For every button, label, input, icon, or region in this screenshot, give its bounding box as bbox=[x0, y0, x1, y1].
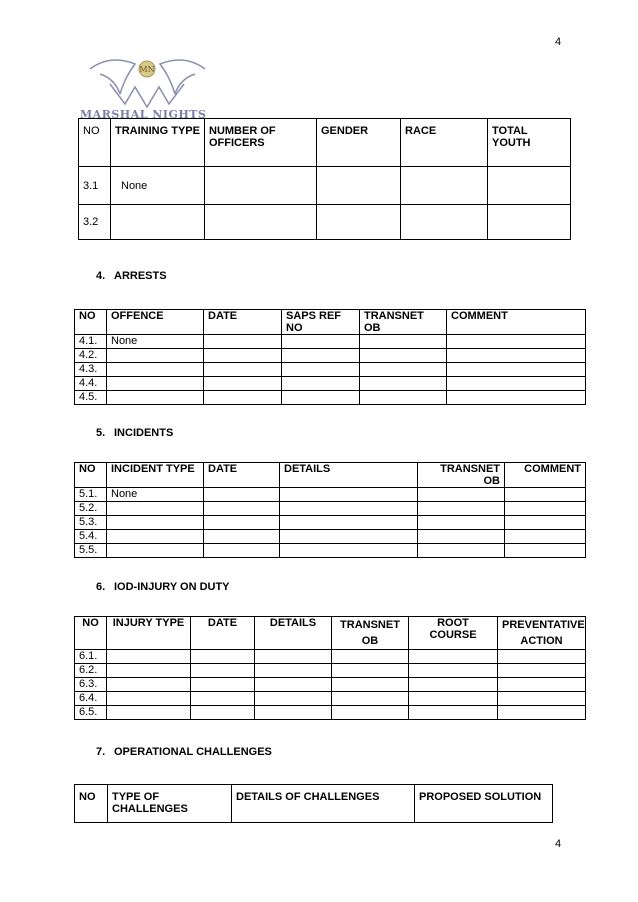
table-cell[interactable] bbox=[280, 516, 418, 530]
table-cell[interactable] bbox=[282, 335, 360, 349]
table-cell[interactable] bbox=[505, 544, 586, 558]
table-cell[interactable] bbox=[447, 377, 586, 391]
table-cell[interactable] bbox=[205, 167, 317, 205]
table-cell[interactable] bbox=[498, 650, 586, 664]
col-header: PROPOSED SOLUTION bbox=[415, 785, 553, 823]
table-cell[interactable]: 6.1. bbox=[75, 650, 107, 664]
table-cell[interactable] bbox=[107, 544, 204, 558]
table-row bbox=[75, 377, 586, 391]
table-row bbox=[75, 488, 586, 502]
table-cell[interactable] bbox=[107, 349, 204, 363]
table-cell[interactable] bbox=[255, 692, 332, 706]
table-cell[interactable] bbox=[191, 650, 255, 664]
col-header: DATE bbox=[191, 617, 255, 650]
table-cell[interactable] bbox=[107, 706, 191, 720]
table-cell[interactable] bbox=[418, 530, 505, 544]
table-cell[interactable] bbox=[360, 349, 447, 363]
table-cell[interactable] bbox=[447, 349, 586, 363]
col-header: TRANSNET OB bbox=[418, 463, 505, 488]
table-cell[interactable] bbox=[107, 692, 191, 706]
table-cell[interactable]: 5.2. bbox=[75, 502, 107, 516]
table-cell[interactable] bbox=[488, 205, 571, 240]
table-cell[interactable] bbox=[282, 349, 360, 363]
table-cell[interactable] bbox=[204, 502, 280, 516]
page-number-bottom: 4 bbox=[555, 838, 562, 850]
table-cell[interactable] bbox=[191, 678, 255, 692]
table-cell[interactable] bbox=[107, 363, 204, 377]
table-cell[interactable]: 4.1. bbox=[75, 335, 107, 349]
table-cell[interactable] bbox=[401, 205, 488, 240]
table-cell[interactable] bbox=[107, 650, 191, 664]
col-header: INCIDENT TYPE bbox=[107, 463, 204, 488]
table-cell[interactable]: 4.2. bbox=[75, 349, 107, 363]
table-cell[interactable]: 5.5. bbox=[75, 544, 107, 558]
table-cell[interactable]: 3.2 bbox=[79, 205, 111, 240]
table-cell[interactable] bbox=[409, 692, 498, 706]
table-cell[interactable] bbox=[418, 544, 505, 558]
table-row bbox=[75, 650, 586, 664]
table-cell[interactable] bbox=[255, 664, 332, 678]
table-cell[interactable] bbox=[107, 502, 204, 516]
table-cell[interactable] bbox=[107, 377, 204, 391]
table-row bbox=[79, 205, 571, 240]
table-cell[interactable] bbox=[360, 391, 447, 405]
table-cell[interactable] bbox=[204, 349, 282, 363]
table-cell[interactable] bbox=[191, 692, 255, 706]
table-cell[interactable] bbox=[107, 516, 204, 530]
table-cell[interactable] bbox=[332, 650, 409, 664]
table-cell[interactable] bbox=[360, 363, 447, 377]
table-cell[interactable] bbox=[409, 706, 498, 720]
section-heading-iod: 6. IOD-INJURY ON DUTY bbox=[96, 581, 230, 593]
table-cell[interactable] bbox=[204, 335, 282, 349]
table-row bbox=[75, 349, 586, 363]
table-row bbox=[75, 516, 586, 530]
marshal-nights-logo bbox=[80, 49, 215, 119]
col-header: DETAILS OF CHALLENGES bbox=[232, 785, 415, 823]
table-cell[interactable]: 6.2. bbox=[75, 664, 107, 678]
col-header: DETAILS bbox=[280, 463, 418, 488]
table-cell[interactable] bbox=[204, 516, 280, 530]
table-cell[interactable] bbox=[204, 530, 280, 544]
table-cell[interactable] bbox=[282, 377, 360, 391]
table-cell[interactable] bbox=[191, 664, 255, 678]
table-cell[interactable] bbox=[498, 706, 586, 720]
col-header: DETAILS bbox=[255, 617, 332, 650]
table-cell[interactable]: 3.1 bbox=[79, 167, 111, 205]
training-table bbox=[78, 118, 571, 240]
table-cell[interactable] bbox=[418, 516, 505, 530]
table-cell[interactable] bbox=[447, 363, 586, 377]
section-heading-incidents: 5. INCIDENTS bbox=[96, 427, 174, 439]
table-cell[interactable] bbox=[498, 664, 586, 678]
table-cell[interactable] bbox=[488, 167, 571, 205]
table-cell[interactable] bbox=[332, 692, 409, 706]
table-cell[interactable] bbox=[107, 530, 204, 544]
table-cell[interactable] bbox=[505, 516, 586, 530]
col-header: INJURY TYPE bbox=[107, 617, 191, 650]
table-cell[interactable]: 6.3. bbox=[75, 678, 107, 692]
col-header: RACE bbox=[401, 119, 488, 167]
table-cell[interactable] bbox=[204, 377, 282, 391]
col-header: PREVENTATIVE ACTION bbox=[498, 617, 586, 650]
table-cell[interactable] bbox=[255, 650, 332, 664]
table-cell[interactable] bbox=[317, 205, 401, 240]
table-cell[interactable] bbox=[282, 363, 360, 377]
table-cell[interactable] bbox=[418, 502, 505, 516]
table-cell[interactable] bbox=[447, 335, 586, 349]
col-header: NO bbox=[79, 119, 111, 167]
page-number-top: 4 bbox=[555, 36, 562, 48]
table-row bbox=[75, 530, 586, 544]
table-cell[interactable] bbox=[191, 706, 255, 720]
table-cell[interactable]: None bbox=[107, 488, 204, 502]
table-row bbox=[75, 502, 586, 516]
table-cell[interactable] bbox=[505, 530, 586, 544]
col-header: TOTAL YOUTH bbox=[488, 119, 571, 167]
table-cell[interactable] bbox=[107, 664, 191, 678]
table-cell[interactable] bbox=[255, 678, 332, 692]
col-header: OFFENCE bbox=[107, 310, 204, 335]
table-cell[interactable] bbox=[204, 391, 282, 405]
col-header: COMMENT bbox=[447, 310, 586, 335]
table-cell[interactable] bbox=[204, 544, 280, 558]
section-heading-challenges: 7. OPERATIONAL CHALLENGES bbox=[96, 746, 272, 758]
col-header: DATE bbox=[204, 463, 280, 488]
logo-text: MARSHAL NIGHTS bbox=[80, 108, 207, 119]
table-cell[interactable]: 6.5. bbox=[75, 706, 107, 720]
table-cell[interactable]: 5.1. bbox=[75, 488, 107, 502]
table-cell[interactable] bbox=[498, 692, 586, 706]
col-header: TRANSNET OB bbox=[332, 617, 409, 650]
table-cell[interactable] bbox=[282, 391, 360, 405]
table-cell[interactable]: 5.3. bbox=[75, 516, 107, 530]
table-cell[interactable] bbox=[332, 678, 409, 692]
iod-table bbox=[74, 616, 586, 720]
col-header: GENDER bbox=[317, 119, 401, 167]
col-header: ROOT COURSE bbox=[409, 617, 498, 650]
table-row bbox=[75, 363, 586, 377]
table-row bbox=[75, 335, 586, 349]
table-cell[interactable]: 4.5. bbox=[75, 391, 107, 405]
table-cell[interactable] bbox=[418, 488, 505, 502]
table-cell[interactable] bbox=[409, 650, 498, 664]
table-cell[interactable] bbox=[332, 664, 409, 678]
col-header: DATE bbox=[204, 310, 282, 335]
table-cell[interactable] bbox=[205, 205, 317, 240]
table-cell[interactable]: None bbox=[107, 335, 204, 349]
table-cell[interactable] bbox=[332, 706, 409, 720]
table-cell[interactable] bbox=[409, 664, 498, 678]
table-cell[interactable] bbox=[280, 488, 418, 502]
col-header: NO bbox=[75, 617, 107, 650]
table-cell[interactable] bbox=[498, 678, 586, 692]
table-cell[interactable]: 4.3. bbox=[75, 363, 107, 377]
table-row bbox=[75, 544, 586, 558]
incidents-table bbox=[74, 462, 586, 558]
table-cell[interactable] bbox=[255, 706, 332, 720]
table-cell[interactable] bbox=[107, 391, 204, 405]
logo-monogram: MN bbox=[139, 65, 155, 74]
table-cell[interactable]: 4.4. bbox=[75, 377, 107, 391]
table-row bbox=[79, 167, 571, 205]
table-cell[interactable]: 6.4. bbox=[75, 692, 107, 706]
table-row bbox=[75, 692, 586, 706]
table-row bbox=[75, 664, 586, 678]
table-cell[interactable] bbox=[360, 377, 447, 391]
col-header: NUMBER OF OFFICERS bbox=[205, 119, 317, 167]
col-header: TYPE OF CHALLENGES bbox=[108, 785, 232, 823]
table-cell[interactable] bbox=[360, 335, 447, 349]
table-cell[interactable] bbox=[280, 544, 418, 558]
table-row bbox=[75, 706, 586, 720]
col-header: TRAINING TYPE bbox=[111, 119, 205, 167]
table-cell[interactable] bbox=[107, 678, 191, 692]
section-heading-arrests: 4. ARRESTS bbox=[96, 270, 167, 282]
col-header: NO bbox=[75, 463, 107, 488]
col-header: SAPS REF NO bbox=[282, 310, 360, 335]
table-row bbox=[75, 678, 586, 692]
table-cell[interactable] bbox=[280, 502, 418, 516]
col-header: NO bbox=[75, 310, 107, 335]
col-header: COMMENT bbox=[505, 463, 586, 488]
table-cell[interactable] bbox=[111, 205, 205, 240]
table-cell[interactable] bbox=[317, 167, 401, 205]
challenges-table bbox=[74, 784, 553, 823]
table-cell[interactable] bbox=[204, 488, 280, 502]
col-header: NO bbox=[75, 785, 108, 823]
table-cell[interactable] bbox=[280, 530, 418, 544]
table-cell[interactable] bbox=[409, 678, 498, 692]
table-cell[interactable]: 5.4. bbox=[75, 530, 107, 544]
table-cell[interactable] bbox=[505, 488, 586, 502]
table-cell[interactable] bbox=[204, 363, 282, 377]
table-cell[interactable] bbox=[447, 391, 586, 405]
table-cell[interactable]: None bbox=[111, 167, 205, 205]
table-cell[interactable] bbox=[505, 502, 586, 516]
arrests-table bbox=[74, 309, 586, 405]
table-row bbox=[75, 391, 586, 405]
col-header: TRANSNET OB bbox=[360, 310, 447, 335]
table-cell[interactable] bbox=[401, 167, 488, 205]
